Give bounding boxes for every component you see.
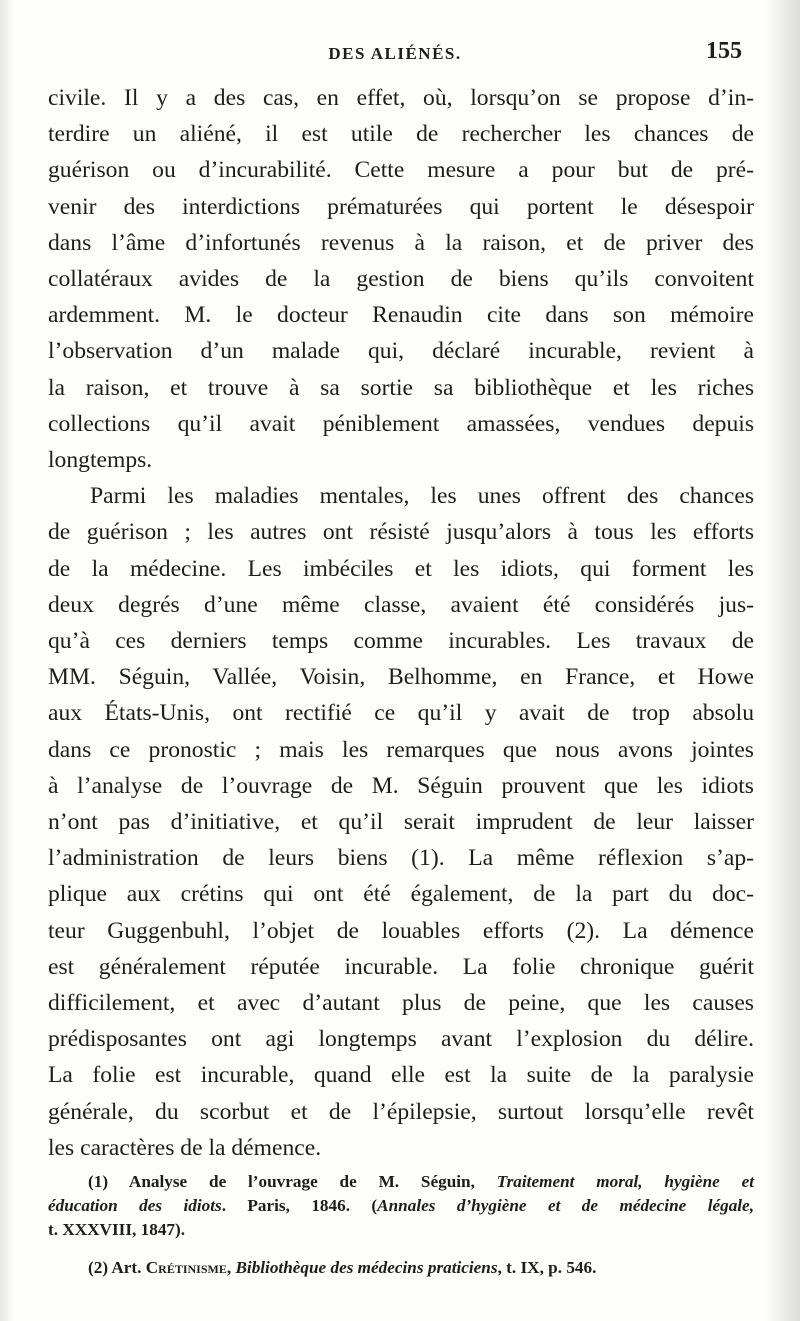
text-line: l’observation d’un malade qui, déclaré incurable, revient à: [48, 338, 754, 365]
text-line: teur Guggenbuhl, l’objet de louables efforts (2). La démence: [48, 917, 754, 944]
text-line: La folie est incurable, quand elle est la suite de la paralysie: [48, 1062, 754, 1089]
footnote-1-title-cont: éducation des idiots: [48, 1196, 222, 1215]
body-text: [48, 80, 754, 1166]
paragraph-end-line: les caractères de la démence.: [48, 1134, 322, 1161]
footnotes: [48, 1170, 754, 1280]
text-line: terdire un aliéné, il est utile de rechercher les chances de: [48, 121, 754, 148]
text-line: prédisposantes ont agi longtemps avant l’explosion du délire.: [48, 1026, 754, 1053]
footnote-2-sep: ,: [226, 1258, 236, 1277]
text-line: civile. Il y a des cas, en effet, où, lorsqu’on se propose d’in-: [48, 85, 754, 111]
text-line: collections qu’il avait péniblement amassées, vendues depuis: [48, 410, 754, 437]
footnote-1-line-1: [48, 1170, 754, 1194]
text-line: dans ce pronostic ; mais les remarques que nous avons jointes: [48, 736, 754, 763]
text-line: guérison ou d’incurabilité. Cette mesure a pour but de pré-: [48, 157, 754, 184]
footnote-2-title: Bibliothèque des médecins praticiens: [235, 1258, 498, 1277]
text-line: MM. Séguin, Vallée, Voisin, Belhomme, en France, et Howe: [48, 664, 754, 691]
paragraph-start-line: Parmi les maladies mentales, les unes offrent des chances: [90, 483, 754, 510]
text-line: n’ont pas d’initiative, et qu’il serait imprudent de leur laisser: [48, 809, 754, 836]
text-line: à l’analyse de l’ouvrage de M. Séguin prouvent que les idiots: [48, 772, 754, 799]
text-line: de guérison ; les autres ont résisté jusqu’alors à tous les efforts: [48, 519, 754, 546]
footnote-1-journal: Annales d’hygiène et de médecine légale,: [377, 1196, 754, 1215]
footnote-1-place-date: . Paris, 1846. (: [221, 1196, 378, 1215]
running-header: [48, 38, 742, 68]
footnote-1-volume: t. XXXVIII, 1847).: [48, 1220, 186, 1239]
text-line: de la médecine. Les imbéciles et les idiots, qui forment les: [48, 555, 754, 582]
text-line: difficilement, et avec d’autant plus de peine, que les causes: [48, 990, 754, 1017]
text-line: générale, du scorbut et de l’épilepsie, surtout lorsqu’elle revêt: [48, 1098, 754, 1125]
text-line: aux États-Unis, ont rectifié ce qu’il y avait de trop absolu: [48, 700, 754, 727]
page-edge-left: [0, 0, 14, 1321]
running-title: DES ALIÉNÉS.: [328, 44, 462, 63]
footnote-2-article: Crétinisme: [145, 1258, 227, 1277]
page-edge-right: [766, 0, 800, 1321]
footnote-1-line-2: [48, 1194, 754, 1218]
text-line: dans l’âme d’infortunés revenus à la raison, et de priver des: [48, 229, 754, 256]
page-number: 155: [706, 38, 742, 64]
footnote-2: [48, 1256, 754, 1280]
footnote-2-suffix: , t. IX, p. 546.: [497, 1258, 597, 1277]
text-line: est généralement réputée incurable. La folie chronique guérit: [48, 953, 754, 980]
text-line: plique aux crétins qui ont été également, de la part du doc-: [48, 881, 754, 908]
footnote-2-prefix: (2) Art.: [88, 1258, 146, 1277]
footnote-1-text: (1) Analyse de l’ouvrage de M. Séguin,: [88, 1172, 497, 1191]
text-line: deux degrés d’une même classe, avaient été considérés jus-: [48, 591, 754, 618]
text-line: l’administration de leurs biens (1). La même réflexion s’ap-: [48, 845, 754, 872]
text-line: venir des interdictions prématurées qui portent le désespoir: [48, 193, 754, 220]
text-line: la raison, et trouve à sa sortie sa bibliothèque et les riches: [48, 374, 754, 401]
text-line: qu’à ces derniers temps comme incurables. Les travaux de: [48, 628, 754, 655]
paragraph-end-line: longtemps.: [48, 447, 153, 474]
text-line: collatéraux avides de la gestion de biens qu’ils convoitent: [48, 266, 754, 293]
footnote-1-line-3: [48, 1218, 754, 1242]
text-line: ardemment. M. le docteur Renaudin cite dans son mémoire: [48, 302, 754, 329]
footnote-1-title: Traitement moral, hygiène et: [496, 1172, 755, 1191]
